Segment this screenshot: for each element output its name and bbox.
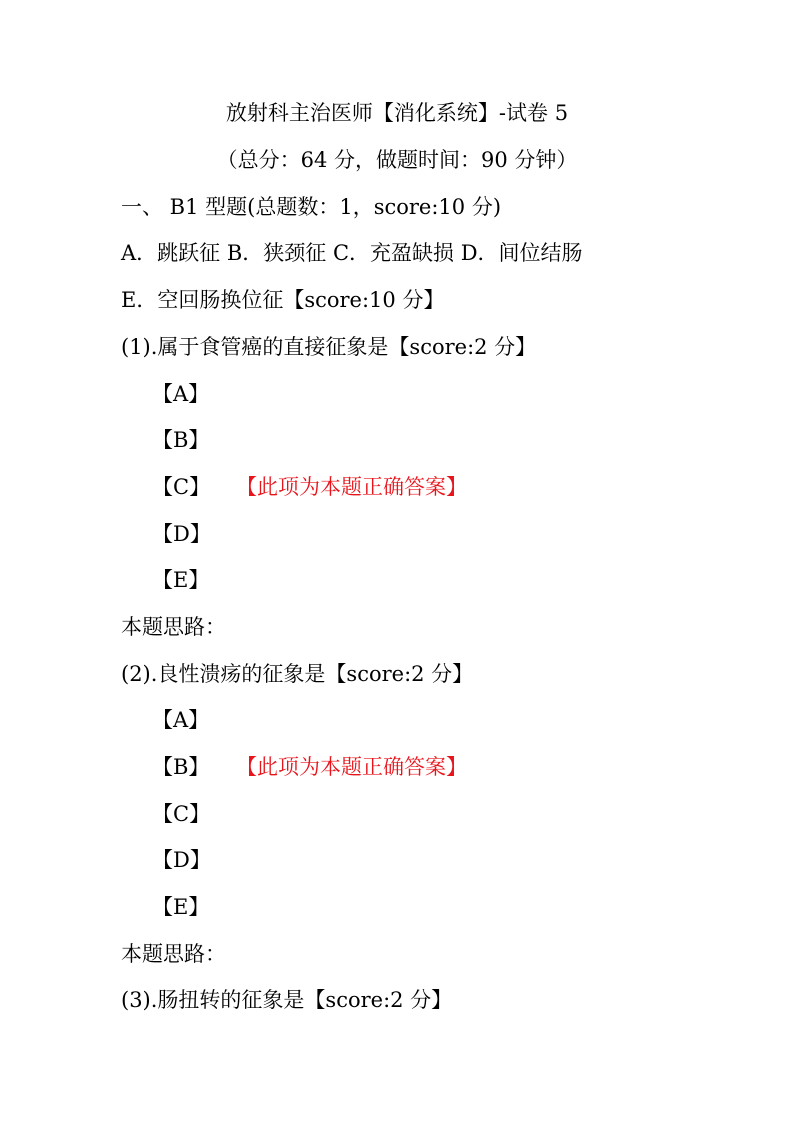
question-2-choice-a: 【A】: [152, 708, 210, 732]
question-2-choice-e: 【E】: [152, 895, 210, 919]
question-1-choice-d: 【D】: [152, 522, 211, 546]
question-2-choice-b: 【B】: [152, 755, 210, 779]
question-2-choice-b-row: [152, 752, 467, 782]
question-1-choice-c-row: [152, 472, 467, 502]
question-2-reasoning-label: 本题思路：: [121, 942, 226, 966]
document-title: 放射科主治医师【消化系统】-试卷 5: [225, 101, 569, 125]
section-heading: 一、 B1 型题(总题数：1，score:10 分): [121, 195, 502, 219]
question-1-reasoning-label: 本题思路：: [121, 615, 226, 639]
question-3-stem: (3).肠扭转的征象是【score:2 分】: [121, 988, 453, 1012]
document-subtitle: （总分：64 分，做题时间：90 分钟）: [216, 148, 578, 172]
question-2-choice-c: 【C】: [152, 802, 211, 826]
question-1-choice-e: 【E】: [152, 568, 210, 592]
shared-options-line-2: E．空回肠换位征【score:10 分】: [121, 288, 445, 312]
question-2-choice-d: 【D】: [152, 848, 211, 872]
question-1-choice-c: 【C】: [152, 475, 211, 499]
shared-options-line-1: A．跳跃征 B．狭颈征 C．充盈缺损 D．间位结肠: [121, 241, 583, 265]
question-1-choice-b: 【B】: [152, 428, 210, 452]
correct-answer-marker: 【此项为本题正确答案】: [236, 755, 467, 779]
question-2-stem: (2).良性溃疡的征象是【score:2 分】: [121, 662, 474, 686]
question-1-stem: (1).属于食管癌的直接征象是【score:2 分】: [121, 335, 537, 359]
question-1-choice-a: 【A】: [152, 382, 210, 406]
correct-answer-marker: 【此项为本题正确答案】: [236, 475, 467, 499]
